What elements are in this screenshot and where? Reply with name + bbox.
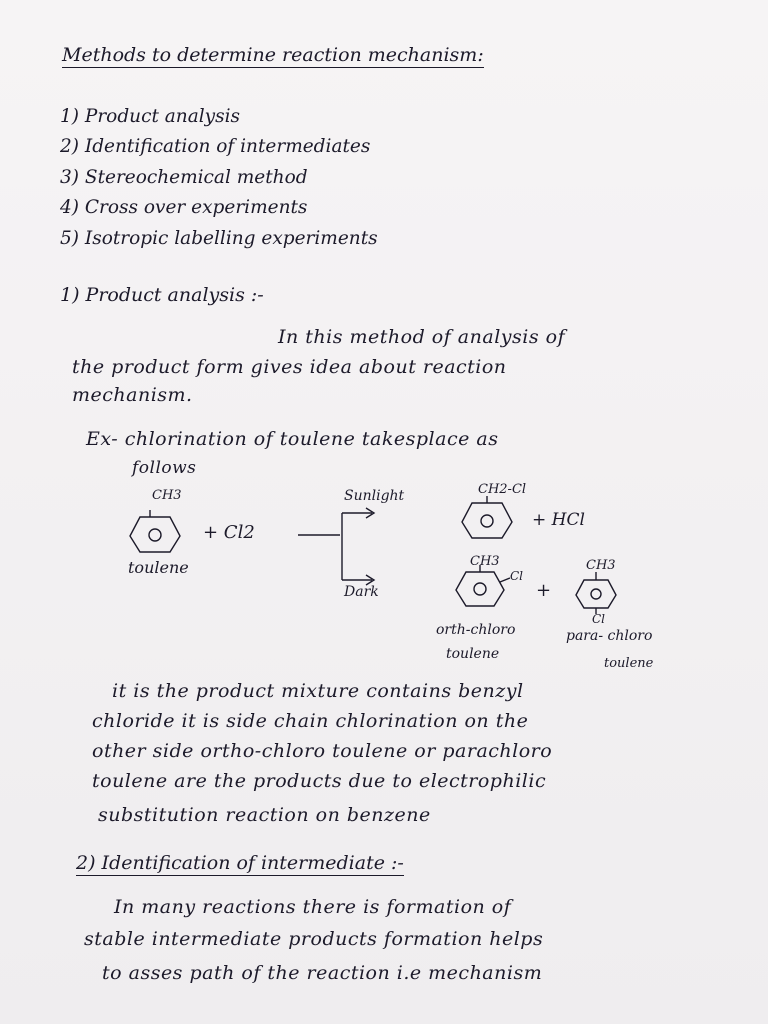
plus-sign: +: [536, 580, 552, 601]
paragraph-line: In many reactions there is formation of: [114, 896, 512, 918]
substituent-label: CH3: [152, 488, 182, 503]
condition-sunlight: Sunlight: [344, 488, 405, 504]
product-name: orth-chloro: [436, 622, 516, 638]
method-item-5: 5) Isotropic labelling experiments: [60, 228, 378, 249]
benzene-ring-toluene: [130, 517, 180, 552]
substituent-label: CH3: [470, 554, 500, 569]
method-item-2: 2) Identification of intermediates: [60, 136, 371, 157]
paragraph-line: mechanism.: [72, 384, 193, 406]
product-name: toulene: [604, 656, 654, 671]
paragraph-line: Ex- chlorination of toulene takesplace as: [86, 428, 499, 450]
paragraph-line: other side ortho-chloro toulene or parachloro: [92, 740, 553, 762]
substituent-label: Cl: [510, 569, 524, 583]
section-heading-product-analysis: 1) Product analysis :-: [60, 284, 264, 306]
substituent-label: CH2-Cl: [478, 482, 527, 497]
paragraph-line: it is the product mixture contains benzyl: [112, 680, 524, 702]
substituent-label: CH3: [586, 558, 616, 573]
reactant-name: toulene: [128, 558, 189, 577]
paragraph-line: In this method of analysis of: [278, 326, 566, 348]
paragraph-line: to asses path of the reaction i.e mechanism: [102, 962, 543, 984]
page-title: Methods to determine reaction mechanism:: [62, 44, 484, 66]
substituent-label: Cl: [592, 612, 606, 626]
paragraph-line: follows: [132, 458, 197, 478]
product-name: toulene: [446, 646, 500, 662]
method-item-3: 3) Stereochemical method: [60, 167, 308, 188]
method-item-4: 4) Cross over experiments: [60, 197, 308, 218]
benzene-ring-benzyl-chloride: [462, 503, 512, 538]
byproduct-label: + HCl: [532, 510, 585, 530]
benzene-ring-para: [576, 580, 616, 608]
product-name: para- chloro: [566, 628, 653, 644]
reagent-label: + Cl2: [203, 522, 255, 543]
paragraph-line: the product form gives idea about reaction: [72, 356, 507, 378]
paragraph-line: stable intermediate products formation helps: [84, 928, 544, 950]
aromatic-circle: [149, 529, 161, 541]
section-heading-identification: 2) Identification of intermediate :-: [76, 852, 404, 874]
method-item-1: 1) Product analysis: [60, 106, 240, 127]
paragraph-line: chloride it is side chain chlorination on the: [92, 710, 529, 732]
benzene-ring-ortho: [456, 572, 504, 606]
paragraph-line: substitution reaction on benzene: [98, 804, 431, 826]
paragraph-line: toulene are the products due to electrophilic: [92, 770, 547, 792]
condition-dark: Dark: [344, 584, 379, 600]
